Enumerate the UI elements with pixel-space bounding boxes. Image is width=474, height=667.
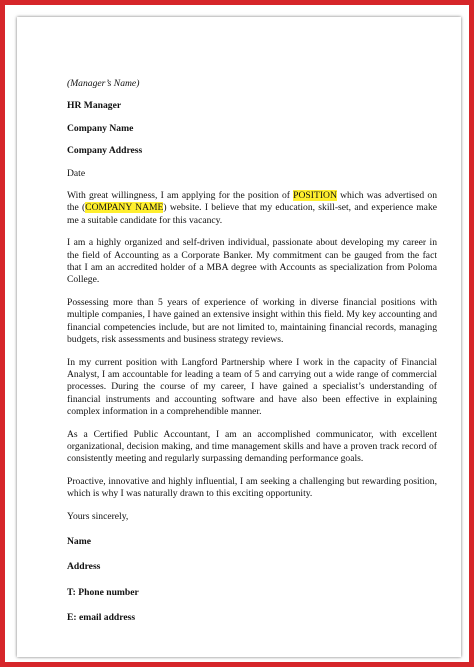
manager-name: (Manager’s Name) [67, 78, 140, 89]
signature-email: E: email address [67, 612, 136, 624]
letter-content [67, 67, 437, 625]
signature-name: Name [67, 535, 91, 547]
intro-text-1: With great willingness, I am applying for the position of [67, 190, 294, 202]
intro-text-3: ) website. I believe that my education, skill-set, and experience make me a suitable candidate for this vacancy. [67, 202, 437, 226]
paragraph-skills: As a Certified Public Accountant, I am an accomplished communicator, with excellent organizational, decision making, and time management skills and have a proven track record of consistently meeting and regularly surpassing demanding performance goals. [67, 428, 437, 465]
date: Date [67, 167, 86, 179]
company-highlight: COMPANY NAME [85, 202, 164, 214]
hr-manager: HR Manager [67, 100, 122, 112]
company-name: Company Name [67, 122, 134, 134]
signature-phone: T: Phone number [67, 586, 139, 598]
intro-paragraph [67, 190, 437, 227]
position-highlight: POSITION [293, 190, 337, 202]
closing: Yours sincerely, [67, 510, 129, 522]
company-address: Company Address [67, 145, 143, 157]
paragraph-motivation: Proactive, innovative and highly influential, I am seeking a challenging but rewarding position, which is why I was naturally drawn to this exciting opportunity. [67, 475, 437, 500]
letter-page [17, 17, 461, 657]
paragraph-current-position: In my current position with Langford Partnership where I work in the capacity of Financial Analyst, I am accountable for leading a team of 5 and carrying out a wide range of commercial processes. During the course of my career, I have gained a specialist’s understanding of financial instruments and accounting software and have also been effective in explaining complex information in a comprehendible manner. [67, 356, 437, 418]
paragraph-experience: Possessing more than 5 years of experience of working in diverse financial positions with multiple companies, I have gained an extensive insight within this field. My key accounting and financial competencies include, but are not limited to, maintaining financial records, managing budgets, risk assessments and business strategy reviews. [67, 296, 437, 346]
paragraph-education: I am a highly organized and self-driven individual, passionate about developing my career in the field of Accounting as a Corporate Banker. My commitment can be gauged from the fact that I am an accredited holder of a MBA degree with Accounts as specialization from Poloma College. [67, 237, 437, 286]
intro-text-2: which was advertised on the ( [67, 190, 437, 214]
signature-address: Address [67, 561, 101, 573]
